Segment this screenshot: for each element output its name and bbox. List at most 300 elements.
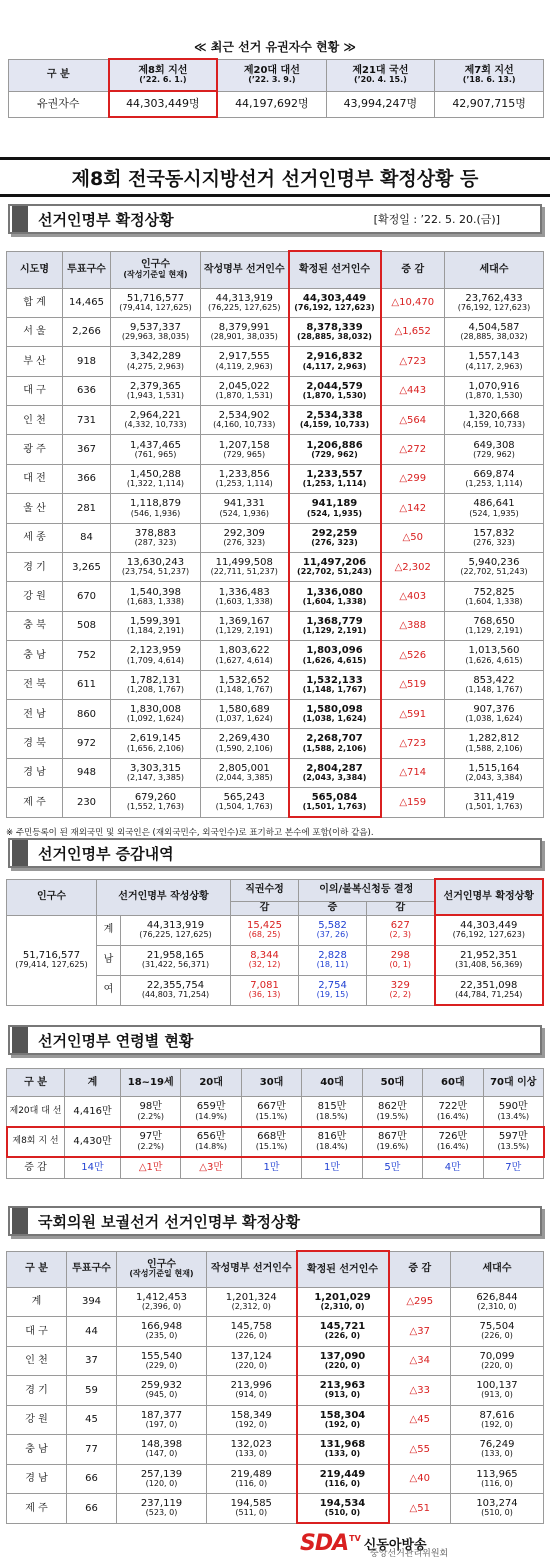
table-header-cell: 직권수정 [231,879,299,901]
cell-subvalue: (4,119, 2,963) [215,361,273,371]
table-cell [362,1097,422,1127]
table-cell: 남 [97,945,121,975]
cell-value: 726만 [438,1131,468,1143]
table-cell [241,1097,301,1127]
table-cell [201,523,289,552]
table-cell [111,641,201,670]
table-cell [445,406,544,435]
cell-value: 103,274 [476,1498,518,1510]
table-row [7,1346,544,1376]
table-cell [451,1464,544,1494]
table-cell [297,1405,389,1435]
table-cell: 367 [63,435,111,464]
cell-value: 626,844 [476,1291,518,1303]
byelection-status-table [6,1250,544,1524]
cell-value: 257,139 [140,1468,183,1480]
cell-value: 158,349 [230,1409,272,1421]
table-cell [297,1435,389,1465]
table-cell [207,1435,297,1465]
table-cell [181,1097,241,1127]
cell-value: 76,249 [479,1439,515,1451]
cell-value: 1,437,465 [130,439,181,451]
table-row [7,376,544,405]
cell-value: 1,282,812 [468,733,520,745]
table-cell [207,1464,297,1494]
cell-value: 669,874 [473,468,515,480]
table-cell: 44,197,692명 [217,91,326,117]
main-title-bar [0,157,550,197]
table-cell [201,641,289,670]
table-cell: 계 [97,915,121,945]
table-row [7,1376,544,1406]
table-cell [289,406,381,435]
table-cell [111,464,201,493]
table-cell [289,317,381,346]
table-cell [445,611,544,640]
table-cell [241,1127,301,1157]
table-cell [289,553,381,582]
table-header-row [7,1251,544,1287]
table-cell [117,1317,207,1347]
cell-subvalue: (1,501, 1,763) [465,802,523,812]
table-cell: △723 [381,729,445,758]
cell-value: 98만 [139,1101,162,1113]
table-cell: 44,313,919 (76,225, 127,625) [121,915,231,945]
table-header-cell: 이의/불복신청등 결정 [299,879,435,901]
table-cell [207,1494,297,1524]
cell-value: 1,450,288 [130,468,181,480]
table-cell [445,641,544,670]
table-cell: 2,828 (18, 11) [299,945,367,975]
table-cell: 7,081 (36, 13) [231,975,299,1005]
table-cell [181,1127,241,1157]
table-row [7,758,544,787]
cell-value: 907,376 [473,704,515,716]
table-cell [117,1405,207,1435]
cell-subvalue: (1,129, 2,191) [302,626,367,636]
table-cell: 44 [67,1317,117,1347]
cell-value: 100,137 [476,1380,518,1392]
cell-value: 1,336,080 [306,586,363,598]
table-cell: △40 [389,1464,451,1494]
table-cell: △526 [381,641,445,670]
table-cell: △1,652 [381,317,445,346]
cell-value: 2,045,022 [218,380,270,392]
cell-subvalue: (2.2%) [137,1141,164,1151]
table-cell [289,729,381,758]
table-cell [451,1346,544,1376]
table-cell [289,582,381,611]
table-cell: △723 [381,347,445,376]
table-cell: 860 [63,699,111,728]
cell-subvalue: (133, 0) [235,1449,268,1459]
cell-subvalue: (287, 323) [134,537,177,547]
cell-value: 1,803,096 [306,645,363,657]
table-cell [201,611,289,640]
cell-value: 3,342,289 [130,351,181,363]
table-header-cell: 제21대 국선 (’20. 4. 15.) [326,59,435,91]
table-cell: 948 [63,758,111,787]
cell-subvalue: (29,963, 38,035) [121,332,190,342]
cell-value: 1,412,453 [136,1291,187,1303]
table-cell [445,758,544,787]
table-cell: 44,303,449명 [109,91,218,117]
cell-subvalue: (14.8%) [195,1141,227,1151]
table-cell [111,494,201,523]
cell-subvalue: (192, 0) [235,1419,268,1429]
table-cell: 5만 [362,1157,422,1179]
cell-value: 11,497,206 [302,557,367,569]
cell-value: 219,489 [230,1468,272,1480]
section-title: 국회의원 보궐선거 선거인명부 확정상황 [38,1212,300,1231]
table-cell [111,553,201,582]
cell-value: 679,260 [134,792,177,804]
table-cell: 37 [67,1346,117,1376]
cell-value: 1,368,779 [306,615,363,627]
table-cell: △714 [381,758,445,787]
table-cell [111,611,201,640]
table-cell [297,1376,389,1406]
cell-subvalue: (1,588, 2,106) [302,743,367,753]
cell-value: 311,419 [473,792,515,804]
cell-value: 1,233,856 [218,468,270,480]
table-cell: 합 계 [7,288,63,317]
section-banner [8,1206,542,1236]
cell-subvalue: (19.6%) [376,1141,409,1151]
banner-marker-icon [12,206,28,232]
cell-value: 9,537,337 [130,322,181,334]
table-cell: 670 [63,582,111,611]
table-cell: 21,952,351 (31,408, 56,369) [435,945,543,975]
cell-subvalue: (1,504, 1,763) [215,802,273,812]
cell-value: 2,619,145 [130,733,181,745]
table-cell [207,1346,297,1376]
table-cell [117,1376,207,1406]
table-cell: 서 울 [7,317,63,346]
cell-subvalue: (1,037, 1,624) [215,714,273,724]
table-cell [445,553,544,582]
cell-subvalue: (913, 0) [324,1390,361,1400]
cell-subvalue: (1,129, 2,191) [465,626,523,636]
table-row [9,91,544,117]
table-header-cell: 작성명부 선거인수 [201,251,289,288]
cell-subvalue: (2,043, 3,384) [302,773,367,783]
table-header-cell: 투표구수 [67,1251,117,1287]
cell-value: 1,515,164 [468,762,520,774]
cell-subvalue: (22,702, 51,243) [460,567,528,577]
cell-value: 1,369,167 [218,615,270,627]
cell-subvalue: (1,709, 4,614) [126,655,185,665]
table-cell [445,317,544,346]
cell-value: 44,303,449 [302,292,367,304]
cell-value: 51,716,577 [126,292,185,304]
tv-badge: TV [349,1533,361,1543]
table-row [7,435,544,464]
cell-subvalue: (192, 0) [324,1419,361,1429]
cell-value: 656만 [196,1131,226,1143]
cell-subvalue: (2.2%) [137,1111,164,1121]
recent-election-section [0,38,550,118]
table-cell [289,523,381,552]
table-cell: 대 구 [7,1317,67,1347]
table-cell [201,670,289,699]
cell-subvalue: (4,160, 10,733) [213,420,276,430]
table-cell: 5,582 (37, 26) [299,915,367,945]
cell-value: 213,996 [230,1380,272,1392]
table-cell [483,1097,543,1127]
footnote: ※ 주민등록이 된 재외국민 및 외국인은 (재외국민수, 외국인수)로 표기하고 본수에 포함(이하 같음). [6,828,374,839]
table-cell [201,376,289,405]
cell-value: 158,304 [319,1409,366,1421]
recent-election-table [8,58,544,118]
cell-subvalue: (14.9%) [195,1111,227,1121]
cell-value: 4,504,587 [468,322,520,334]
table-cell [297,1464,389,1494]
cell-subvalue: (546, 1,936) [130,508,181,518]
table-row [7,729,544,758]
banner-marker-icon [12,1027,28,1053]
cell-subvalue: (510, 0) [324,1508,361,1518]
main-title: 제8회 전국동시지방선거 선거인명부 확정상황 등 [71,167,479,190]
cell-subvalue: (16.4%) [436,1141,469,1151]
table-header-row [7,251,544,288]
cell-subvalue: (1,253, 1,114) [465,479,523,489]
table-cell: △33 [389,1376,451,1406]
cell-subvalue: (15.1%) [255,1111,288,1121]
cell-value: 194,585 [230,1498,272,1510]
table-cell [201,317,289,346]
table-cell: 752 [63,641,111,670]
cell-value: 2,269,430 [218,733,270,745]
cell-subvalue: (524, 1,935) [306,508,363,518]
table-cell [201,494,289,523]
table-cell: 366 [63,464,111,493]
table-cell: 329 (2, 2) [367,975,435,1005]
cell-value: 87,616 [479,1409,515,1421]
table-cell [297,1287,389,1317]
cell-subvalue: (28,885, 38,032) [460,332,528,342]
table-header-cell: 구 분 [7,1069,65,1097]
cell-subvalue: (116, 0) [235,1478,268,1488]
cell-subvalue: (761, 965) [134,449,177,459]
cell-subvalue: (914, 0) [235,1390,268,1400]
cell-subvalue: (4,159, 10,733) [462,420,526,430]
recent-election-title: ≪ 최근 선거 유권자수 현황 ≫ [194,40,356,54]
table-cell: △34 [389,1346,451,1376]
table-cell: 44,303,449 (76,192, 127,623) [435,915,543,945]
cell-subvalue: (1,148, 1,767) [302,684,367,694]
table-cell [289,758,381,787]
table-cell: 59 [67,1376,117,1406]
cell-value: 1,013,560 [468,645,520,657]
cell-subvalue: (1,656, 2,106) [126,743,185,753]
table-cell: 15,425 (68, 25) [231,915,299,945]
cell-value: 13,630,243 [126,557,185,569]
cell-subvalue: (226, 0) [235,1331,268,1341]
cell-value: 8,378,339 [306,322,363,334]
table-cell [111,347,201,376]
cell-subvalue: (1,552, 1,763) [126,802,185,812]
table-cell [201,729,289,758]
cell-value: 2,268,707 [306,733,363,745]
table-cell [445,376,544,405]
table-row [7,1494,544,1524]
cell-value: 187,377 [140,1409,183,1421]
confirmation-date: [확정일 : ’22. 5. 20.(금)] [373,213,500,226]
table-row [7,1127,544,1157]
cell-subvalue: (116, 0) [324,1478,361,1488]
table-cell [451,1287,544,1317]
table-header-cell: 확정된 선거인수 [289,251,381,288]
banner-marker-icon [12,840,28,866]
table-cell: 인 천 [7,406,63,435]
cell-value: 2,534,338 [306,410,363,422]
table-cell: 경 북 [7,729,63,758]
section-banner [8,204,542,234]
table-cell [423,1127,483,1157]
table-cell: 세 종 [7,523,63,552]
cell-value: 2,916,832 [306,351,363,363]
table-cell [302,1127,362,1157]
cell-subvalue: (133, 0) [481,1449,513,1459]
registry-status-table [6,250,544,818]
table-cell [201,699,289,728]
table-cell: △142 [381,494,445,523]
cell-value: 1,206,886 [306,439,363,451]
cell-subvalue: (18.4%) [316,1141,348,1151]
cell-value: 145,758 [230,1321,272,1333]
table-cell: 21,958,165 (31,422, 56,371) [121,945,231,975]
cell-value: 722만 [438,1101,468,1113]
cell-subvalue: (1,208, 1,767) [126,684,185,694]
table-header-cell: 세대수 [451,1251,544,1287]
table-cell: 77 [67,1435,117,1465]
table-cell: 7만 [483,1157,543,1179]
table-header-cell: 인구수 (작성기준일 현재) [117,1251,207,1287]
table-cell: 전 북 [7,670,63,699]
table-header-cell: 감 [367,901,435,915]
table-cell [111,788,201,817]
table-cell: 3,265 [63,553,111,582]
cell-value: 75,504 [479,1321,515,1333]
section-title: 선거인명부 확정상황 [38,210,174,229]
cell-value: 668만 [257,1131,286,1143]
footer-org: 중앙선거관리위원회 [370,1549,449,1559]
cell-subvalue: (1,038, 1,624) [302,714,367,724]
table-cell [111,758,201,787]
cell-subvalue: (220, 0) [481,1360,513,1370]
cell-subvalue: (276, 323) [311,537,358,547]
table-cell [201,288,289,317]
cell-value: 70,099 [479,1350,515,1362]
cell-value: 2,123,959 [130,645,181,657]
cell-value: 2,044,579 [306,380,363,392]
table-cell [445,582,544,611]
section-banner [8,838,542,868]
table-cell [445,523,544,552]
table-cell: △295 [389,1287,451,1317]
cell-value: 1,830,008 [130,704,181,716]
table-cell [111,317,201,346]
table-cell: 4,430만 [65,1127,121,1157]
cell-subvalue: (28,901, 38,035) [210,332,278,342]
table-row [7,288,544,317]
table-cell: 증 감 [7,1157,65,1179]
table-cell [111,376,201,405]
table-cell: 제8회 지 선 [7,1127,65,1157]
cell-subvalue: (15.1%) [255,1141,288,1151]
banner-marker-icon [12,1208,28,1234]
table-cell [111,406,201,435]
table-cell [445,699,544,728]
cell-value: 1,207,158 [218,439,270,451]
cell-value: 590만 [498,1101,528,1113]
cell-value: 565,084 [311,792,358,804]
cell-subvalue: (1,627, 4,614) [215,655,273,665]
table-cell [207,1405,297,1435]
table-cell: 230 [63,788,111,817]
table-header-cell: 인구수 [7,879,97,915]
cell-value: 1,336,483 [218,586,270,598]
table-header-cell: 선거인명부 확정상황 [435,879,543,915]
table-row [7,1097,544,1127]
table-cell: 66 [67,1464,117,1494]
table-cell: 45 [67,1405,117,1435]
table-header-cell: 투표구수 [63,251,111,288]
cell-value: 2,804,287 [306,762,363,774]
table-cell [201,758,289,787]
table-cell: 강 원 [7,1405,67,1435]
table-cell: 4,416만 [65,1097,121,1127]
table-cell [362,1127,422,1157]
cell-subvalue: (2,043, 3,384) [465,773,523,783]
table-row [7,406,544,435]
cell-subvalue: (18.5%) [316,1111,348,1121]
table-header-cell: 인구수 (작성기준일 현재) [111,251,201,288]
cell-subvalue: (4,275, 2,963) [126,361,185,371]
cell-value: 1,782,131 [130,674,181,686]
table-cell: 경 기 [7,553,63,582]
cell-value: 565,243 [223,792,265,804]
table-header-cell: 증 감 [389,1251,451,1287]
table-cell [201,406,289,435]
table-header-cell: 40대 [302,1069,362,1097]
cell-value: 137,090 [319,1350,366,1362]
table-cell: 8,344 (32, 12) [231,945,299,975]
table-cell [201,582,289,611]
table-cell [201,464,289,493]
cell-value: 1,532,133 [306,674,363,686]
table-row [7,670,544,699]
cell-subvalue: (2,310, 0) [320,1301,365,1311]
cell-value: 486,641 [473,498,515,510]
table-cell: 611 [63,670,111,699]
table-cell [111,729,201,758]
table-row [7,553,544,582]
table-cell: 731 [63,406,111,435]
cell-subvalue: (23,754, 51,237) [121,567,190,577]
table-cell: △51 [389,1494,451,1524]
cell-subvalue: (13.5%) [497,1141,530,1151]
table-header-cell: 증 감 [381,251,445,288]
cell-value: 1,540,398 [130,586,181,598]
section-title: 선거인명부 연령별 현황 [38,1031,194,1050]
cell-value: 768,650 [473,615,515,627]
change-table-wrap [0,878,550,1006]
cell-subvalue: (523, 0) [145,1508,178,1518]
cell-subvalue: (229, 0) [145,1360,178,1370]
table-cell [451,1376,544,1406]
